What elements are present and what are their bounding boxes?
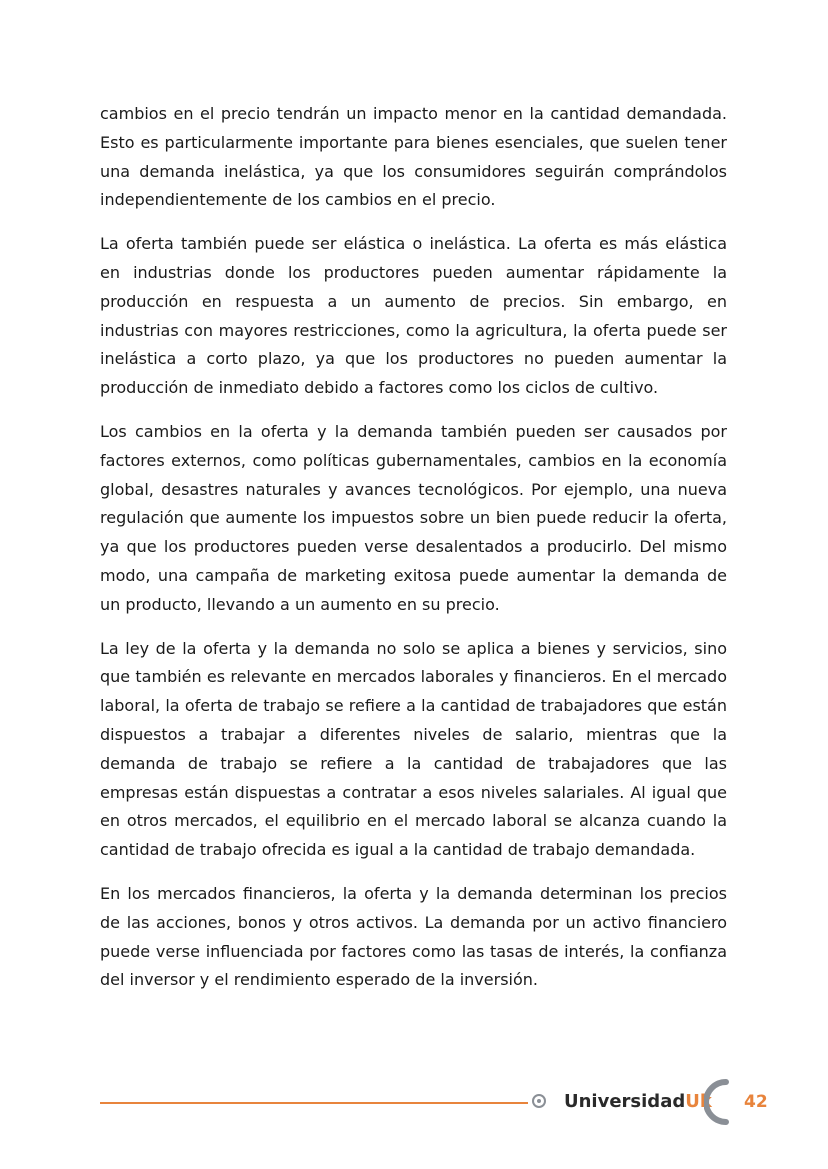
- footer-divider-line: [100, 1102, 528, 1104]
- paragraph: En los mercados financieros, la oferta y la demanda determinan los precios de las acciones, bonos y otros activos. La demanda por un activo financiero puede verse influenciada por factores como las tasas de interés, la confianza del inversor y el rendimiento esperado de la inversión.: [100, 883, 727, 990]
- target-circle-icon: [532, 1094, 546, 1108]
- page-number: 42: [744, 1092, 768, 1112]
- brand-name: Universidad: [564, 1091, 686, 1112]
- paragraph: cambios en el precio tendrán un impacto menor en la cantidad demandada. Esto es particularmente importante para bienes esenciales, que suelen tener una demanda inelástica, ya que los consumidores seguirán comprándolos independientemente de los cambios en el precio.: [100, 104, 727, 210]
- brand-logo: [564, 1090, 712, 1114]
- document-body: [100, 100, 727, 1010]
- page-footer: [100, 1080, 790, 1126]
- paragraph: Los cambios en la oferta y la demanda también pueden ser causados por factores externos, como políticas gubernamentales, cambios en la economía global, desastres naturales y avances tecnológicos. Por ejemplo, una nueva regulación que aumente los impuestos sobre un bien puede reducir la oferta, ya que los productores pueden verse desalentados a producirlo. Del mismo modo, una campaña de marketing exitosa puede aumentar la demanda de un producto, llevando a un aumento en su precio.: [100, 421, 727, 614]
- paragraph: La oferta también puede ser elástica o inelástica. La oferta es más elástica en industrias donde los productores pueden aumentar rápidamente la producción en respuesta a un aumento de precios. Sin embargo, en industrias con mayores restricciones, como la agricultura, la oferta puede ser inelástica a corto plazo, ya que los productores no pueden aumentar la producción de inmediato debido a factores como los ciclos de cultivo.: [100, 234, 727, 398]
- brand-accent: Uk: [685, 1091, 712, 1112]
- bracket-icon: [704, 1078, 744, 1126]
- paragraph: La ley de la oferta y la demanda no solo se aplica a bienes y servicios, sino que también es relevante en mercados laborales y financieros. En el mercado laboral, la oferta de trabajo se refiere a la cantidad de trabajadores que están dispuestos a trabajar a diferentes niveles de salario, mientras que la demanda de trabajo se refiere a la cantidad de trabajadores que las empresas están dispuestas a contratar a esos niveles salariales. Al igual que en otros mercados, el equilibrio en el mercado laboral se alcanza cuando la cantidad de trabajo ofrecida es igual a la cantidad de trabajo demandada.: [100, 638, 727, 860]
